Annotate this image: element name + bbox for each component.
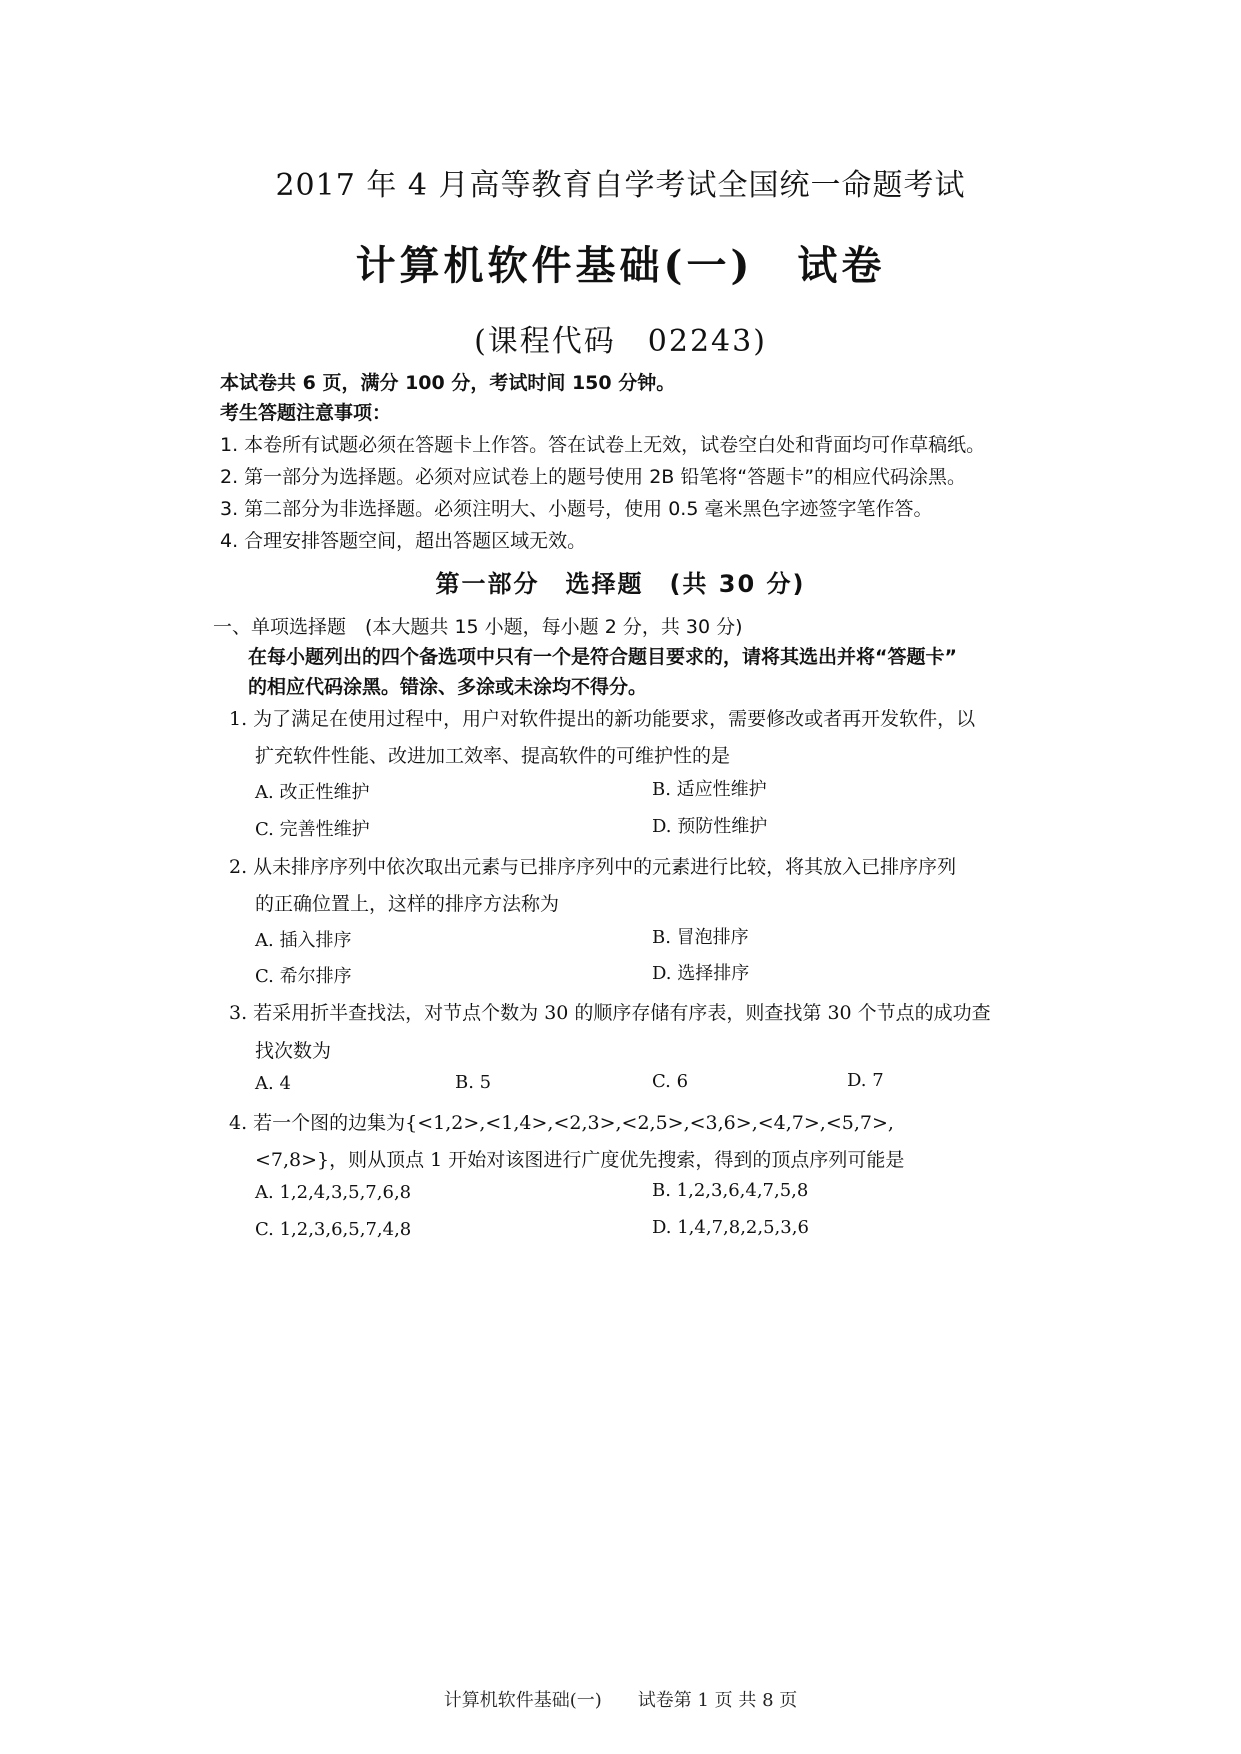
exam-title: 2017 年 4 月高等教育自学考试全国统一命题考试 xyxy=(275,168,966,203)
notice-item-2: 2. 第一部分为选择题。必须对应试卷上的题号使用 2B 铅笔将“答题卡”的相应代码涂黑。 xyxy=(220,466,967,488)
question-1-option-b: B. 适应性维护 xyxy=(652,779,767,800)
question-3-line-2: 找次数为 xyxy=(255,1040,332,1062)
question-4-option-a: A. 1,2,4,3,5,7,6,8 xyxy=(255,1182,412,1203)
question-2-option-b: B. 冒泡排序 xyxy=(652,927,749,948)
question-1-line-1: 1. 为了满足在使用过程中，用户对软件提出的新功能要求，需要修改或者再开发软件，以 xyxy=(229,708,976,730)
course-code: (课程代码 02243) xyxy=(474,324,767,359)
question-1-line-2: 扩充软件性能、改进加工效率、提高软件的可维护性的是 xyxy=(255,745,731,767)
question-4-option-d: D. 1,4,7,8,2,5,3,6 xyxy=(652,1217,809,1238)
notice-item-3: 3. 第二部分为非选择题。必须注明大、小题号，使用 0.5 毫米黑色字迹签字笔作答。 xyxy=(220,498,933,520)
question-2-line-2: 的正确位置上，这样的排序方法称为 xyxy=(255,893,560,915)
part-one-title: 第一部分 选择题 (共 30 分) xyxy=(435,570,806,598)
question-1-option-d: D. 预防性维护 xyxy=(652,816,768,837)
section-heading: 一、单项选择题 (本大题共 15 小题，每小题 2 分，共 30 分) xyxy=(213,616,743,638)
question-3-option-d: D. 7 xyxy=(847,1070,884,1091)
question-1-option-c: C. 完善性维护 xyxy=(255,819,370,840)
question-1-option-a: A. 改正性维护 xyxy=(255,782,370,803)
question-4-line-1: 4. 若一个图的边集为{<1,2>,<1,4>,<2,3>,<2,5>,<3,6>,<4,7>,<5,7>, xyxy=(229,1112,894,1134)
question-2-line-1: 2. 从未排序序列中依次取出元素与已排序序列中的元素进行比较，将其放入已排序序列 xyxy=(229,856,957,878)
notice-item-4: 4. 合理安排答题空间，超出答题区域无效。 xyxy=(220,530,587,552)
instruction-line-2: 的相应代码涂黑。错涂、多涂或未涂均不得分。 xyxy=(248,676,648,698)
question-3-option-a: A. 4 xyxy=(255,1073,291,1094)
instruction-line-1: 在每小题列出的四个备选项中只有一个是符合题目要求的，请将其选出并将“答题卡” xyxy=(248,646,957,668)
notice-item-1: 1. 本卷所有试题必须在答题卡上作答。答在试卷上无效，试卷空白处和背面均可作草稿纸。 xyxy=(220,434,986,456)
question-3-line-1: 3. 若采用折半查找法，对节点个数为 30 的顺序存储有序表，则查找第 30 个节点的成功查 xyxy=(229,1002,991,1024)
notice-heading: 考生答题注意事项： xyxy=(220,402,392,424)
question-3-option-c: C. 6 xyxy=(652,1071,689,1092)
page-footer: 计算机软件基础(一) 试卷第 1 页 共 8 页 xyxy=(443,1690,798,1711)
paper-title: 计算机软件基础(一) 试卷 xyxy=(355,242,886,289)
question-4-option-b: B. 1,2,3,6,4,7,5,8 xyxy=(652,1180,809,1201)
question-3-option-b: B. 5 xyxy=(455,1072,492,1093)
paper-summary: 本试卷共 6 页，满分 100 分，考试时间 150 分钟。 xyxy=(220,372,676,394)
question-4-line-2: <7,8>}，则从顶点 1 开始对该图进行广度优先搜索，得到的顶点序列可能是 xyxy=(255,1149,905,1171)
question-2-option-a: A. 插入排序 xyxy=(255,930,352,951)
question-4-option-c: C. 1,2,3,6,5,7,4,8 xyxy=(255,1219,412,1240)
question-2-option-c: C. 希尔排序 xyxy=(255,966,352,987)
question-2-option-d: D. 选择排序 xyxy=(652,963,750,984)
